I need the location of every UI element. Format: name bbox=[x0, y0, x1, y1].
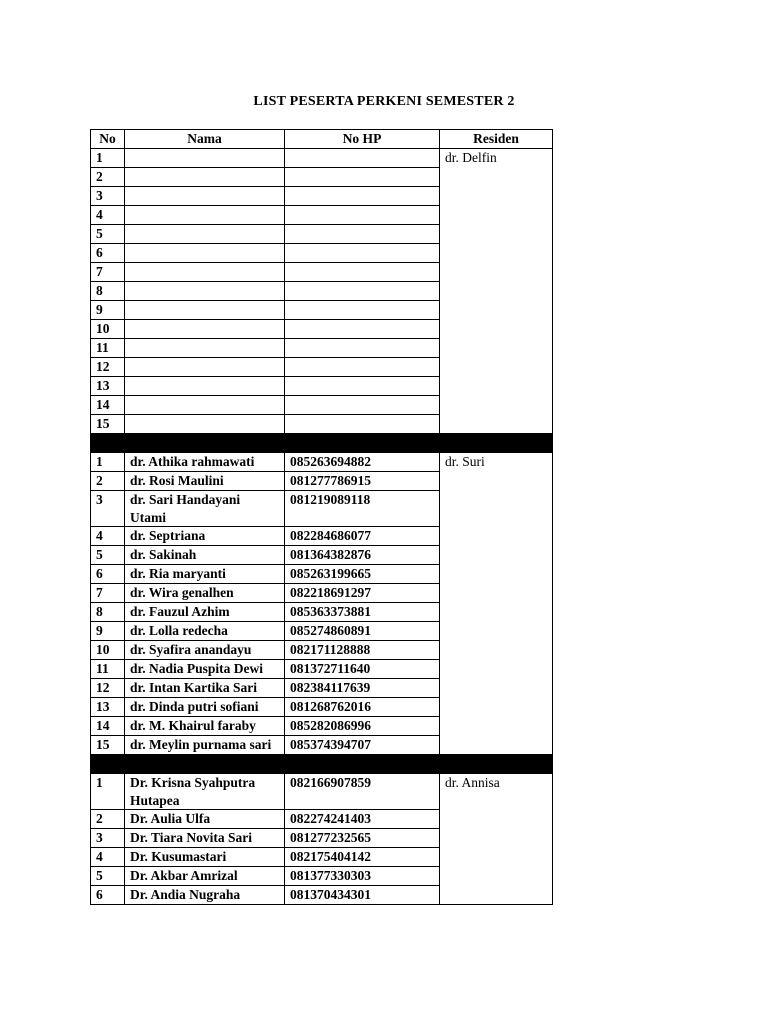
participant-name: dr. M. Khairul faraby bbox=[125, 717, 285, 736]
group-separator bbox=[91, 755, 553, 774]
row-number: 1 bbox=[91, 774, 125, 810]
participant-phone bbox=[285, 282, 440, 301]
row-number: 5 bbox=[91, 546, 125, 565]
participant-phone bbox=[285, 320, 440, 339]
group-separator bbox=[91, 434, 553, 453]
row-number: 13 bbox=[91, 698, 125, 717]
participant-phone: 082166907859 bbox=[285, 774, 440, 810]
row-number: 15 bbox=[91, 415, 125, 434]
row-number: 5 bbox=[91, 867, 125, 886]
participant-name bbox=[125, 282, 285, 301]
participant-name: Dr. Kusumastari bbox=[125, 848, 285, 867]
participant-name: Dr. Aulia Ulfa bbox=[125, 810, 285, 829]
participant-phone bbox=[285, 301, 440, 320]
participant-phone: 082284686077 bbox=[285, 527, 440, 546]
participant-name bbox=[125, 225, 285, 244]
participant-name: dr. Intan Kartika Sari bbox=[125, 679, 285, 698]
participant-phone: 081219089118 bbox=[285, 491, 440, 527]
participant-name: dr. Syafira anandayu bbox=[125, 641, 285, 660]
table-row bbox=[91, 453, 553, 472]
participant-name bbox=[125, 244, 285, 263]
row-number: 6 bbox=[91, 244, 125, 263]
participant-phone: 082218691297 bbox=[285, 584, 440, 603]
row-number: 3 bbox=[91, 491, 125, 527]
row-number: 13 bbox=[91, 377, 125, 396]
participant-phone: 082274241403 bbox=[285, 810, 440, 829]
participant-name: Dr. Krisna Syahputra Hutapea bbox=[125, 774, 285, 810]
header-nama: Nama bbox=[125, 130, 285, 149]
row-number: 2 bbox=[91, 810, 125, 829]
residen-name: dr. Suri bbox=[440, 453, 553, 755]
participant-phone: 081277786915 bbox=[285, 472, 440, 491]
participant-phone bbox=[285, 225, 440, 244]
participant-phone: 085274860891 bbox=[285, 622, 440, 641]
row-number: 5 bbox=[91, 225, 125, 244]
page-title: LIST PESERTA PERKENI SEMESTER 2 bbox=[253, 94, 515, 109]
participant-phone bbox=[285, 187, 440, 206]
table-row bbox=[91, 774, 553, 810]
row-number: 3 bbox=[91, 187, 125, 206]
participant-name: dr. Sari Handayani Utami bbox=[125, 491, 285, 527]
row-number: 10 bbox=[91, 320, 125, 339]
row-number: 8 bbox=[91, 603, 125, 622]
row-number: 4 bbox=[91, 848, 125, 867]
participant-name: Dr. Tiara Novita Sari bbox=[125, 829, 285, 848]
row-number: 15 bbox=[91, 736, 125, 755]
row-number: 1 bbox=[91, 149, 125, 168]
row-number: 6 bbox=[91, 886, 125, 905]
participant-name bbox=[125, 263, 285, 282]
residen-name: dr. Delfin bbox=[440, 149, 553, 434]
participant-phone bbox=[285, 396, 440, 415]
row-number: 7 bbox=[91, 584, 125, 603]
row-number: 4 bbox=[91, 527, 125, 546]
row-number: 11 bbox=[91, 339, 125, 358]
separator-bar bbox=[91, 755, 553, 774]
participant-phone: 085263694882 bbox=[285, 453, 440, 472]
participant-name bbox=[125, 168, 285, 187]
participant-name: dr. Meylin purnama sari bbox=[125, 736, 285, 755]
participant-name: dr. Fauzul Azhim bbox=[125, 603, 285, 622]
participant-phone bbox=[285, 415, 440, 434]
participant-name bbox=[125, 415, 285, 434]
row-number: 9 bbox=[91, 301, 125, 320]
participant-phone bbox=[285, 339, 440, 358]
row-number: 4 bbox=[91, 206, 125, 225]
participant-phone bbox=[285, 244, 440, 263]
participant-phone: 082384117639 bbox=[285, 679, 440, 698]
participant-name: dr. Nadia Puspita Dewi bbox=[125, 660, 285, 679]
participant-name bbox=[125, 301, 285, 320]
participant-phone: 081370434301 bbox=[285, 886, 440, 905]
header-no: No bbox=[91, 130, 125, 149]
participant-phone: 081372711640 bbox=[285, 660, 440, 679]
participant-name bbox=[125, 149, 285, 168]
participant-name: dr. Ria maryanti bbox=[125, 565, 285, 584]
row-number: 8 bbox=[91, 282, 125, 301]
participant-name bbox=[125, 206, 285, 225]
participant-phone: 085282086996 bbox=[285, 717, 440, 736]
participant-phone: 085374394707 bbox=[285, 736, 440, 755]
row-number: 14 bbox=[91, 717, 125, 736]
participant-phone: 082175404142 bbox=[285, 848, 440, 867]
row-number: 12 bbox=[91, 358, 125, 377]
participant-phone: 081364382876 bbox=[285, 546, 440, 565]
table-header-row bbox=[91, 130, 553, 149]
participants-table bbox=[90, 129, 553, 905]
row-number: 3 bbox=[91, 829, 125, 848]
participant-phone: 081277232565 bbox=[285, 829, 440, 848]
participant-phone bbox=[285, 377, 440, 396]
participant-name: dr. Dinda putri sofiani bbox=[125, 698, 285, 717]
row-number: 7 bbox=[91, 263, 125, 282]
participant-name bbox=[125, 396, 285, 415]
participant-name: dr. Wira genalhen bbox=[125, 584, 285, 603]
participant-name: dr. Athika rahmawati bbox=[125, 453, 285, 472]
participant-name bbox=[125, 377, 285, 396]
separator-bar bbox=[91, 434, 553, 453]
row-number: 6 bbox=[91, 565, 125, 584]
participant-phone bbox=[285, 149, 440, 168]
participant-name bbox=[125, 320, 285, 339]
row-number: 11 bbox=[91, 660, 125, 679]
header-residen: Residen bbox=[440, 130, 553, 149]
residen-name: dr. Annisa bbox=[440, 774, 553, 905]
row-number: 9 bbox=[91, 622, 125, 641]
row-number: 1 bbox=[91, 453, 125, 472]
participant-name: dr. Sakinah bbox=[125, 546, 285, 565]
participant-name: dr. Septriana bbox=[125, 527, 285, 546]
participant-phone: 081377330303 bbox=[285, 867, 440, 886]
table-row bbox=[91, 149, 553, 168]
participant-name: dr. Lolla redecha bbox=[125, 622, 285, 641]
participant-phone: 085263199665 bbox=[285, 565, 440, 584]
row-number: 12 bbox=[91, 679, 125, 698]
participant-name: Dr. Andia Nugraha bbox=[125, 886, 285, 905]
participant-phone bbox=[285, 358, 440, 377]
table-body bbox=[91, 149, 553, 905]
row-number: 2 bbox=[91, 168, 125, 187]
participant-name: dr. Rosi Maulini bbox=[125, 472, 285, 491]
participant-phone: 081268762016 bbox=[285, 698, 440, 717]
participant-name bbox=[125, 339, 285, 358]
participant-phone bbox=[285, 206, 440, 225]
row-number: 14 bbox=[91, 396, 125, 415]
participant-name: Dr. Akbar Amrizal bbox=[125, 867, 285, 886]
participant-phone: 082171128888 bbox=[285, 641, 440, 660]
header-hp: No HP bbox=[285, 130, 440, 149]
row-number: 2 bbox=[91, 472, 125, 491]
participant-phone: 085363373881 bbox=[285, 603, 440, 622]
participant-name bbox=[125, 358, 285, 377]
participant-name bbox=[125, 187, 285, 206]
row-number: 10 bbox=[91, 641, 125, 660]
participant-phone bbox=[285, 263, 440, 282]
participant-phone bbox=[285, 168, 440, 187]
